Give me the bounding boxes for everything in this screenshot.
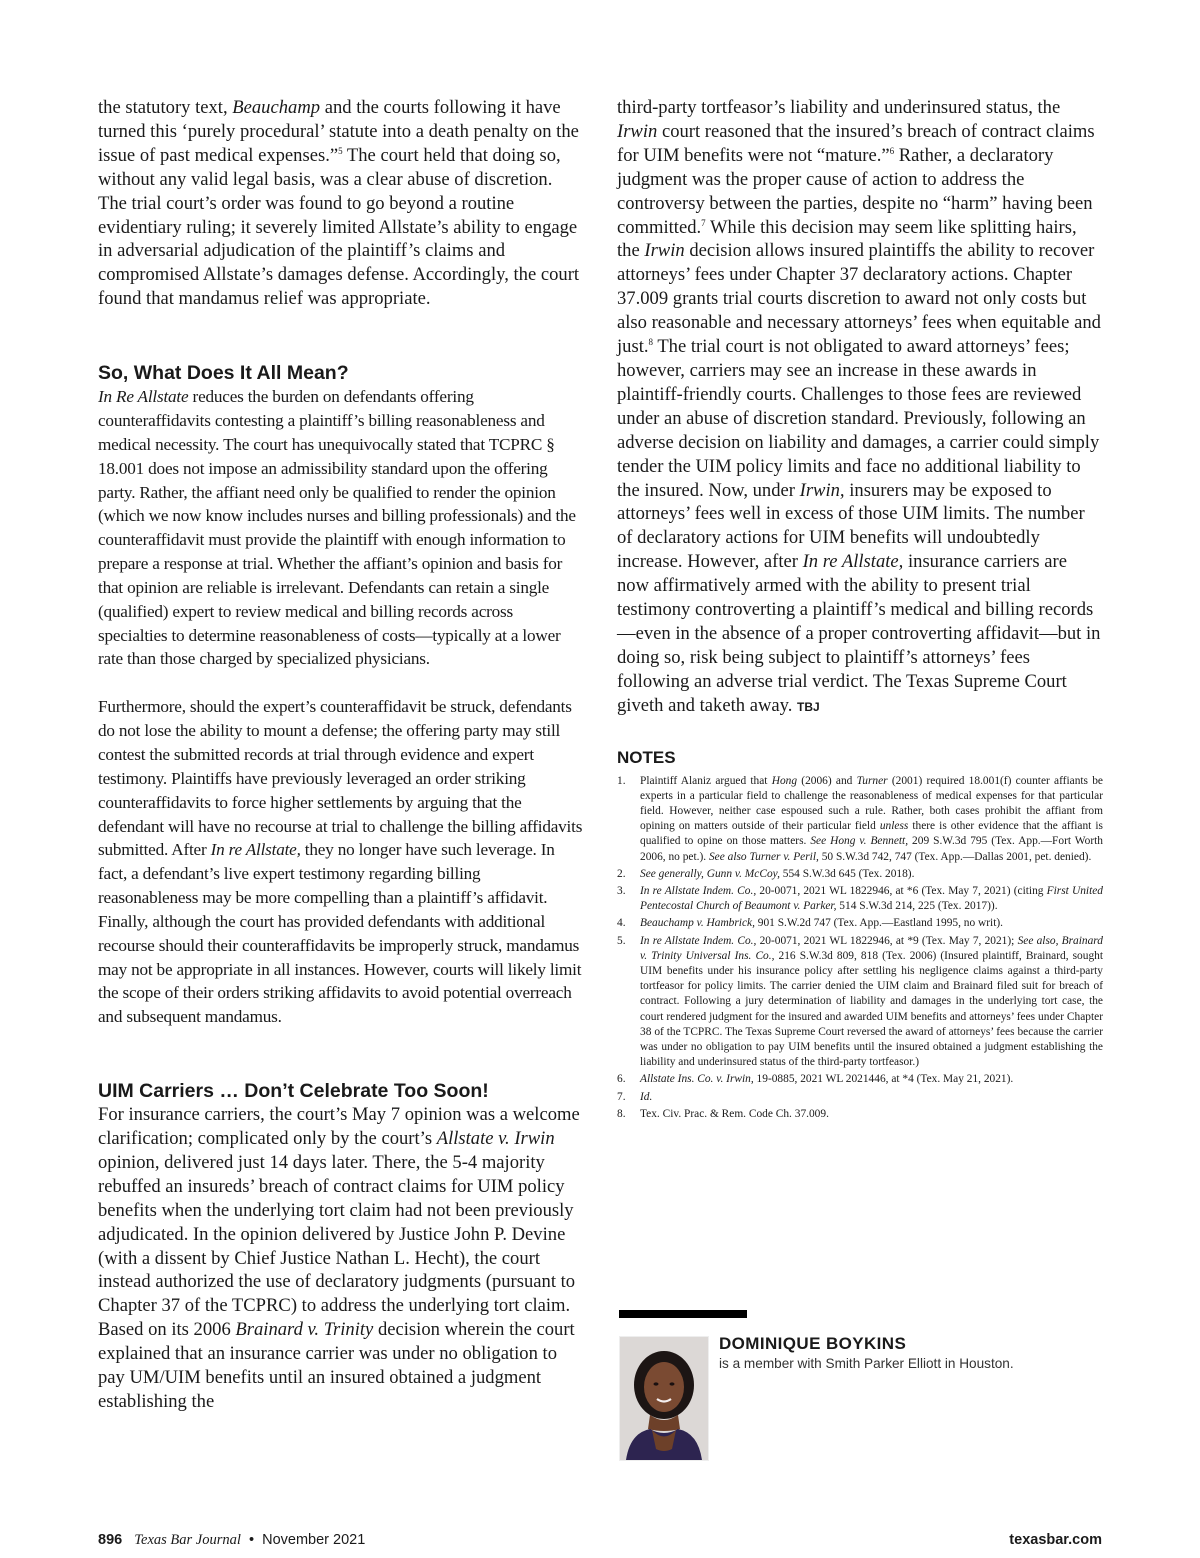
left-column bbox=[98, 96, 584, 1414]
footnote-ref-8[interactable]: 8 bbox=[648, 336, 654, 347]
section-heading-meaning: So, What Does It All Mean? bbox=[98, 362, 349, 385]
note-item: 6. Allstate Ins. Co. v. Irwin, 19-0885, 2021 WL 2021446, at *4 (Tex. May 21, 2021). bbox=[617, 1073, 1014, 1086]
left-paragraph-1: the statutory text, Beauchamp and the courts following it have turned this ‘purely procedural’ statute into a death penalty on the issue of past medical expenses.”$^5$ The court held that doing so, without any valid legal basis, was a clear abuse of discretion. The trial court’s order was found to go beyond a routine evidentiary ruling; it severely limited Allstate’s ability to engage in adversarial adjudication of the plaintiff’s claims and compromised Allstate’s damages defense. Accordingly, the court found that mandamus relief was appropriate. bbox=[98, 97, 580, 310]
footer-bullet: • bbox=[248, 1532, 255, 1548]
left-paragraph-4: For insurance carriers, the court’s May 7 opinion was a welcome clarification; complicated only by the court’s Allstate v. Irwin opinion, delivered just 14 days later. There, the 5-4 majority rebuffed an insureds’ breach of contract claims for UIM policy benefits when the underlying tort claim had not been previously adjudicated. In the opinion delivered by Justice John P. Devine (with a dissent by Chief Justice Nathan L. Hecht), the court instead authorized the use of declaratory judgments (pursuant to Chapter 37 of the TCPRC) to address the underlying tort claim. Based on its 2006 Brainard v. Trinity decision wherein the court explained that an insurance carrier was under no obligation to pay UM/UIM benefits until an insured obtained a judgment establishing the bbox=[98, 1104, 580, 1412]
note-item: 2. See generally, Gunn v. McCoy, 554 S.W.3d 645 (Tex. 2018). bbox=[617, 867, 915, 880]
note-item: 4. Beauchamp v. Hambrick, 901 S.W.2d 747 (Tex. App.—Eastland 1995, no writ). bbox=[617, 917, 1004, 930]
note-item: 8. Tex. Civ. Prac. & Rem. Code Ch. 37.009. bbox=[617, 1107, 829, 1120]
page-number: 896 bbox=[98, 1532, 123, 1548]
note-item: 5. In re Allstate Indem. Co., 20-0071, 2021 WL 1822946, at *9 (Tex. May 7, 2021); See also, Brainard v. Trinity Universal Ins. Co., 216 S.W.3d 809, 818 (Tex. 2006) (Insured plaintiff, Brainard, sought UIM benefits under his insurance policy after settling his negligence claims against a third-party tortfeasor for policy limits. The carrier denied the UIM claim and Brainard filed suit for breach of contract. Following a jury determination of liability and damages in the underlying tort case, the court rendered judgment for the insured and awarded UIM benefits and attorneys’ fees under Chapter 38 of the TCPRC. The Texas Supreme Court reversed the award of attorneys’ fees because the carrier was under no obligation to pay UIM benefits until the insured obtained a judgment establishing the liability and underinsured status of the third-party tortfeasor.) bbox=[617, 934, 1104, 1069]
section-heading-uim: UIM Carriers … Don’t Celebrate Too Soon! bbox=[98, 1080, 489, 1103]
publication-name: Texas Bar Journal bbox=[134, 1532, 241, 1548]
footnote-ref-5[interactable]: 5 bbox=[338, 145, 343, 156]
note-item: 7. Id. bbox=[617, 1090, 653, 1103]
footnote-ref-7[interactable]: 7 bbox=[701, 217, 706, 228]
notes-list bbox=[617, 774, 1103, 1122]
note-item: 1. Plaintiff Alaniz argued that Hong (2006) and Turner (2001) required 18.001(f) counter affiants be experts in a particular field to challenge the reasonableness of medical expenses for that particular field. However, neither case espoused such a rule. Rather, both cases prohibit the affiant from opining on matters outside of their particular field unless there is other evidence that the affiant is qualified to opine on those matters. See Hong v. Bennett, 209 S.W.3d 795 (Tex. App.—Fort Worth 2006, no pet.). See also Turner v. Peril, 50 S.W.3d 742, 747 (Tex. App.—Dallas 2001, pet. denied). bbox=[617, 774, 1103, 863]
note-item: 3. In re Allstate Indem. Co., 20-0071, 2021 WL 1822946, at *6 (Tex. May 7, 2021) (citing First United Pentecostal Church of Beaumont v. Parker, 514 S.W.3d 214, 225 (Tex. 2017)). bbox=[617, 884, 1103, 913]
issue-date: November 2021 bbox=[262, 1532, 366, 1548]
author-description: is a member with Smith Parker Elliott in Houston. bbox=[719, 1356, 1014, 1371]
footnote-ref-6[interactable]: 6 bbox=[889, 145, 895, 156]
author-divider-bar bbox=[619, 1310, 747, 1318]
author-photo bbox=[619, 1336, 709, 1461]
right-paragraph-1: third-party tortfeasor’s liability and underinsured status, the Irwin court reasoned that the insured’s breach of contract claims for UIM benefits were not “mature.”$^6$ Rather, a declaratory judgment was the proper cause of action to address the controversy between the parties, despite no “harm” having been committed.$^7$ While this decision may seem like splitting hairs, the Irwin decision allows insured plaintiffs the ability to recover attorneys’ fees under Chapter 37 declaratory actions. Chapter 37.009 grants trial courts discretion to award not only costs but also reasonable and necessary attorneys’ fees when equitable and just.$^8$ The trial court is not obligated to award attorneys’ fees; however, carriers may see an increase in these awards in plaintiff-friendly courts. Challenges to those fees are reviewed under an abuse of discretion standard. Previously, following an adverse decision on liability and damages, a carrier could simply tender the UIM policy limits and face no additional liability to the insured. Now, under Irwin, insurers may be exposed to attorneys’ fees well in excess of those UIM limits. The number of declaratory actions for UIM benefits will undoubtedly increase. However, after In re Allstate, insurance carriers are now affirmatively armed with the ability to present trial testimony controverting a plaintiff’s medical and billing records—even in the absence of a proper controverting affidavit—but in doing so, risk being subject to plaintiff’s attorneys’ fees following an adverse trial verdict. The Texas Supreme Court giveth and taketh away. TBJ bbox=[617, 97, 1101, 716]
left-paragraph-3: Furthermore, should the expert’s counteraffidavit be struck, defendants do not lose the ability to mount a defense; the offering party may still contest the submitted records at trial through evidence and expert testimony. Plaintiffs have previously leveraged an order striking counteraffidavits to force higher settlements by arguing that the defendant will have no recourse at trial to challenge the billing affidavits submitted. After In re Allstate, they no longer have such leverage. In fact, a defendant’s live expert testimony regarding billing reasonableness may be more compelling than a plaintiff’s affidavit. Finally, although the court has provided defendants with additional recourse should their counteraffidavits be improperly struck, mandamus may not be appropriate in all instances. However, courts will likely limit the scope of their orders striking affidavits to avoid potential overreach and subsequent mandamus. bbox=[98, 697, 583, 1027]
site-link[interactable]: texasbar.com bbox=[1009, 1532, 1102, 1548]
notes-title: NOTES bbox=[617, 747, 676, 767]
author-portrait-image bbox=[620, 1337, 708, 1460]
page-footer-left bbox=[98, 1532, 365, 1549]
left-paragraph-2: In Re Allstate reduces the burden on defendants offering counteraffidavits contesting a plaintiff’s billing reasonableness and medical necessity. The court has unequivocally stated that TCPRC § 18.001 does not impose an admissibility standard upon the offering party. Rather, the affiant need only be qualified to render the opinion (which we now know includes nurses and billing professionals) and the counteraffidavit must provide the plaintiff with enough information to prepare a response at trial. Whether the affiant’s opinion and basis for that opinion are reliable is irrelevant. Defendants can retain a single (qualified) expert to review medical and billing records across specialties to determine reasonableness of costs—typically at a lower rate than those charged by specialized physicians. bbox=[98, 387, 576, 669]
right-column bbox=[617, 96, 1103, 1124]
tbj-end-mark: TBJ bbox=[797, 699, 820, 714]
author-name: DOMINIQUE BOYKINS bbox=[719, 1334, 907, 1353]
